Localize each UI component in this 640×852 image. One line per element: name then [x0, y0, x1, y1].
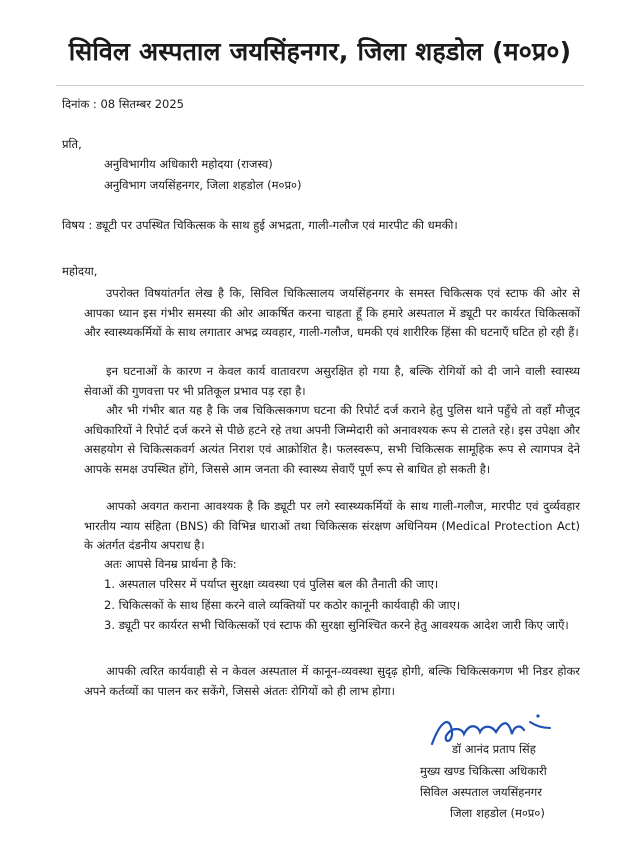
request-item-1: 1. अस्पताल परिसर में पर्याप्त सुरक्षा व्यवस्था एवं पुलिस बल की तैनाती की जाए।: [104, 577, 439, 591]
recipient-label: प्रति,: [62, 137, 82, 151]
recipient-line-2: अनुविभाग जयसिंहनगर, जिला शहडोल (म०प्र०): [104, 178, 302, 192]
salutation: महोदया,: [62, 264, 98, 278]
signatory-designation: मुख्य खण्ड चिकित्सा अधिकारी: [420, 764, 547, 778]
letterhead-title: सिविल अस्पताल जयसिंहनगर, जिला शहडोल (म०प्र०): [68, 37, 572, 66]
signatory-district: जिला शहडोल (म०प्र०): [450, 806, 545, 820]
subject-line: विषय : ड्यूटी पर उपस्थित चिकित्सक के साथ हुई अभद्रता, गाली-गलौज एवं मारपीट की धमकी।: [62, 218, 458, 232]
body-paragraph-4: आपको अवगत कराना आवश्यक है कि ड्यूटी पर लगे स्वास्थ्यकर्मियों के साथ गाली-गलौज, मारपीट एवं दुर्व्यवहार भारतीय न्याय संहिता (BNS) की विभिन्न धाराओं तथा चिकित्सक संरक्षण अधिनियम (Medical Protection Act) के अंतर्गत दंडनीय अपराध है।: [84, 499, 580, 552]
body-paragraph-3: और भी गंभीर बात यह है कि जब चिकित्सकगण घटना की रिपोर्ट दर्ज कराने हेतु पुलिस थाने पहुँचे तो वहाँ मौजूद अधिकारियों ने रिपोर्ट दर्ज करने से पीछे हटने रहे तथा अपनी जिम्मेदारी को अनावश्यक रूप से टालते रहे। इस उपेक्षा और असहयोग से चिकित्सकवर्ग अत्यंत निराश एवं आक्रोशित है। फलस्वरूप, सभी चिकित्सक सामूहिक रूप से त्यागपत्र देने आपके समक्ष उपस्थित होंगे, जिससे आम जनता की स्वास्थ्य सेवाएँ पूर्ण रूप से बाधित हो सकती है।: [84, 403, 580, 476]
body-paragraph-1: उपरोक्त विषयांतर्गत लेख है कि, सिविल चिकित्सालय जयसिंहनगर के समस्त चिकित्सक एवं स्टाफ की ओर से आपका ध्यान इस गंभीर समस्या की ओर आकर्षित करना चाहता हूँ कि हमारे अस्पताल में ड्यूटी पर कार्यरत चिकित्सकों और स्वास्थ्यकर्मियों के साथ लगातार अभद्र व्यवहार, गाली-गलौज, धमकी एवं शारीरिक हिंसा की घटनाएँ घटित हो रही हैं।: [84, 286, 580, 339]
recipient-line-1: अनुविभागीय अधिकारी महोदया (राजस्व): [104, 157, 273, 171]
request-item-2: 2. चिकित्सकों के साथ हिंसा करने वाले व्यक्तियों पर कठोर कानूनी कार्यवाही की जाए।: [104, 598, 461, 612]
request-intro: अतः आपसे विनम्र प्रार्थना है कि:: [104, 557, 237, 571]
letter-date: दिनांक : 08 सितम्बर 2025: [62, 97, 184, 111]
header-divider: [56, 85, 584, 86]
signatory-office: सिविल अस्पताल जयसिंहनगर: [420, 785, 542, 799]
body-paragraph-2: इन घटनाओं के कारण न केवल कार्य वातावरण असुरक्षित हो गया है, बल्कि रोगियों को दी जाने वाली स्वास्थ्य सेवाओं की गुणवत्ता पर भी प्रतिकूल प्रभाव पड़ रहा है।: [84, 364, 580, 398]
closing-paragraph: आपकी त्वरित कार्यवाही से न केवल अस्पताल में कानून-व्यवस्था सुदृढ़ होगी, बल्कि चिकित्सकगण भी निडर होकर अपने कर्तव्यों का पालन कर सकेंगे, जिससे अंततः रोगियों को ही लाभ होगा।: [84, 664, 580, 698]
request-item-3: 3. ड्यूटी पर कार्यरत सभी चिकित्सकों एवं स्टाफ की सुरक्षा सुनिश्चित करने हेतु आवश्यक आदेश जारी किए जाएँ।: [104, 618, 569, 632]
signatory-name: डॉ आनंद प्रताप सिंह: [452, 742, 536, 756]
